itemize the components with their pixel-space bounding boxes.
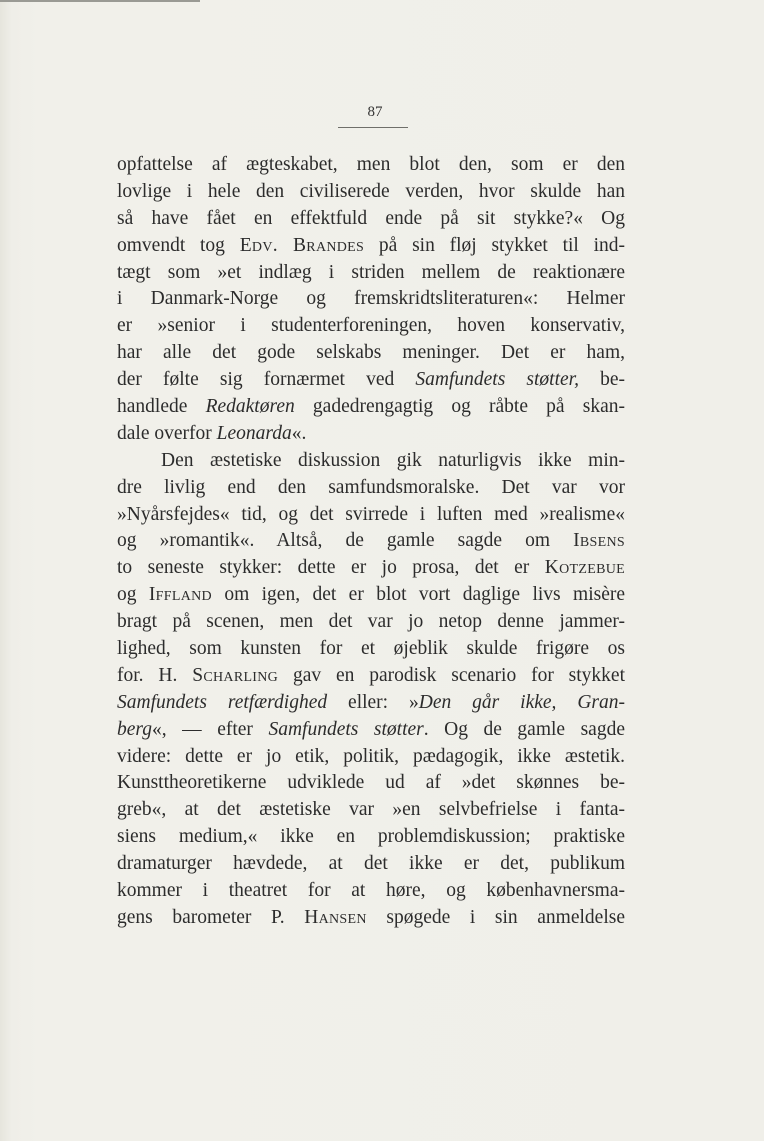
text-line: i Danmark-Norge og fremskridtsliteraturen«: Helmer (117, 288, 625, 310)
work-title: Samfundets støtter (268, 718, 424, 740)
text-line: »Nyårsfejdes« tid, og det svirrede i luften med »realisme« (117, 503, 625, 525)
text-line: to seneste stykker: dette er jo prosa, det er Kotzebue (117, 557, 625, 579)
text-line: handlede Redaktøren gadedrengagtig og råbte på skan- (117, 396, 625, 418)
author-name: Ibsens (573, 530, 625, 552)
text-line: berg«, — efter Samfundets støtter. Og de gamle sagde (117, 718, 625, 740)
text-line: dramaturger hævdede, at det ikke er det, publikum (117, 853, 625, 875)
text-line: er »senior i studenterforeningen, hoven konservativ, (117, 315, 625, 337)
text-line: kommer i theatret for at høre, og københavnersma- (117, 880, 625, 902)
text-line: gens barometer P. Hansen spøgede i sin anmeldelse (117, 906, 625, 928)
work-title: berg (117, 718, 153, 740)
text-line: siens medium,« ikke en problemdiskussion; praktiske (117, 826, 625, 848)
text-line: for. H. Scharling gav en parodisk scenario for stykket (117, 664, 626, 686)
text-line: Den æstetiske diskussion gik naturligvis ikke min- (161, 449, 625, 471)
text-line: Kunsttheoretikerne udviklede ud af »det skønnes be- (117, 772, 625, 794)
text-line: opfattelse af ægteskabet, men blot den, som er den (117, 154, 625, 175)
text-line: videre: dette er jo etik, politik, pædagogik, ikke æstetik. (117, 745, 625, 767)
text-line: lovlige i hele den civiliserede verden, hvor skulde han (117, 180, 625, 202)
work-title: Leonarda (216, 422, 292, 444)
body-text (117, 152, 625, 932)
text-line: greb«, at det æstetiske var »en selvbefrielse i fanta- (117, 799, 625, 821)
text-line: dre livlig end den samfundsmoralske. Det var vor (117, 476, 625, 498)
text-line: så have fået en effektfuld ende på sit stykke?« Og (117, 207, 625, 229)
text-line: bragt på scenen, men det var jo netop denne jammer- (117, 611, 625, 633)
text-line: omvendt tog Edv. Brandes på sin fløj stykket til ind- (117, 234, 626, 256)
author-name: Edv. Brandes (239, 234, 365, 256)
text-line: der følte sig fornærmet ved Samfundets støtter, be- (117, 369, 625, 391)
top-edge-rule (0, 0, 200, 2)
work-title: Den går ikke, Gran- (418, 691, 625, 713)
text-line: og »romantik«. Altså, de gamle sagde om Ibsens (117, 530, 625, 552)
text-line: lighed, som kunsten for et øjeblik skulde frigøre os (117, 638, 625, 660)
author-name: Kotzebue (544, 557, 625, 579)
work-title: Samfundets retfærdighed (117, 691, 328, 713)
work-title: Samfundets støtter, (415, 369, 579, 391)
page-number-rule (338, 127, 408, 128)
author-name: Iffland (148, 584, 212, 606)
page-number: 87 (367, 104, 383, 120)
text-line: dale overfor Leonarda«. (117, 422, 307, 444)
text-line: tægt som »et indlæg i striden mellem de reaktionære (117, 261, 625, 283)
text-line: Samfundets retfærdighed eller: »Den går ikke, Gran- (117, 691, 625, 713)
character-name: Redaktøren (205, 396, 295, 418)
author-name: Scharling (192, 664, 279, 686)
author-name: Hansen (304, 906, 367, 928)
text-line: har alle det gode selskabs meninger. Det er ham, (117, 342, 625, 364)
text-line: og Iffland om igen, det er blot vort daglige livs misère (117, 584, 626, 606)
